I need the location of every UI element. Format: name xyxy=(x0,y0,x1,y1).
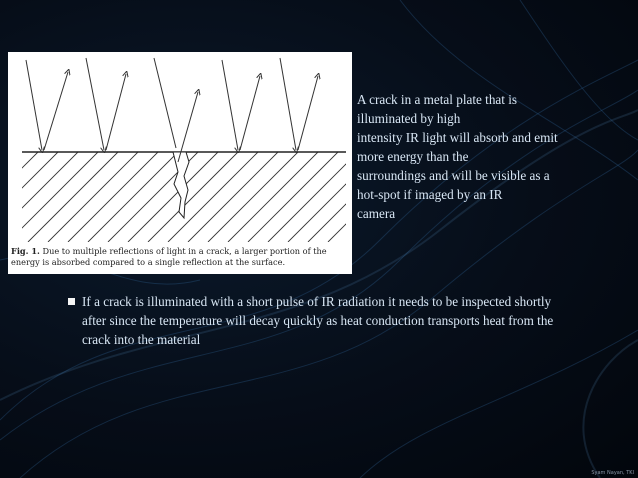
crack-shape xyxy=(173,152,189,218)
bullet-text: If a crack is illuminated with a short pulse of IR radiation it needs to be inspected shortly after since the temperature will decay quickly as heat conduction transports heat from the crack into the material xyxy=(82,294,554,347)
bullet-item xyxy=(82,292,562,349)
crack-explanation-text: A crack in a metal plate that is illuminated by high intensity IR light will absorb and emit more energy than the surroundings and will be visible as a hot-spot if imaged by an IR camera xyxy=(357,92,558,221)
figure-caption-label: Fig. 1. xyxy=(11,246,40,256)
figure-caption-text: Due to multiple reflections of light in a crack, a larger portion of the energy is absorbed compared to a single reflection at the surface. xyxy=(11,246,327,267)
footer-credit: Syam Nayan, TKI xyxy=(591,470,634,476)
figure-caption xyxy=(11,246,349,268)
crack-reflection-figure xyxy=(8,52,352,274)
square-bullet-icon xyxy=(68,298,75,305)
crack-diagram xyxy=(8,52,352,242)
